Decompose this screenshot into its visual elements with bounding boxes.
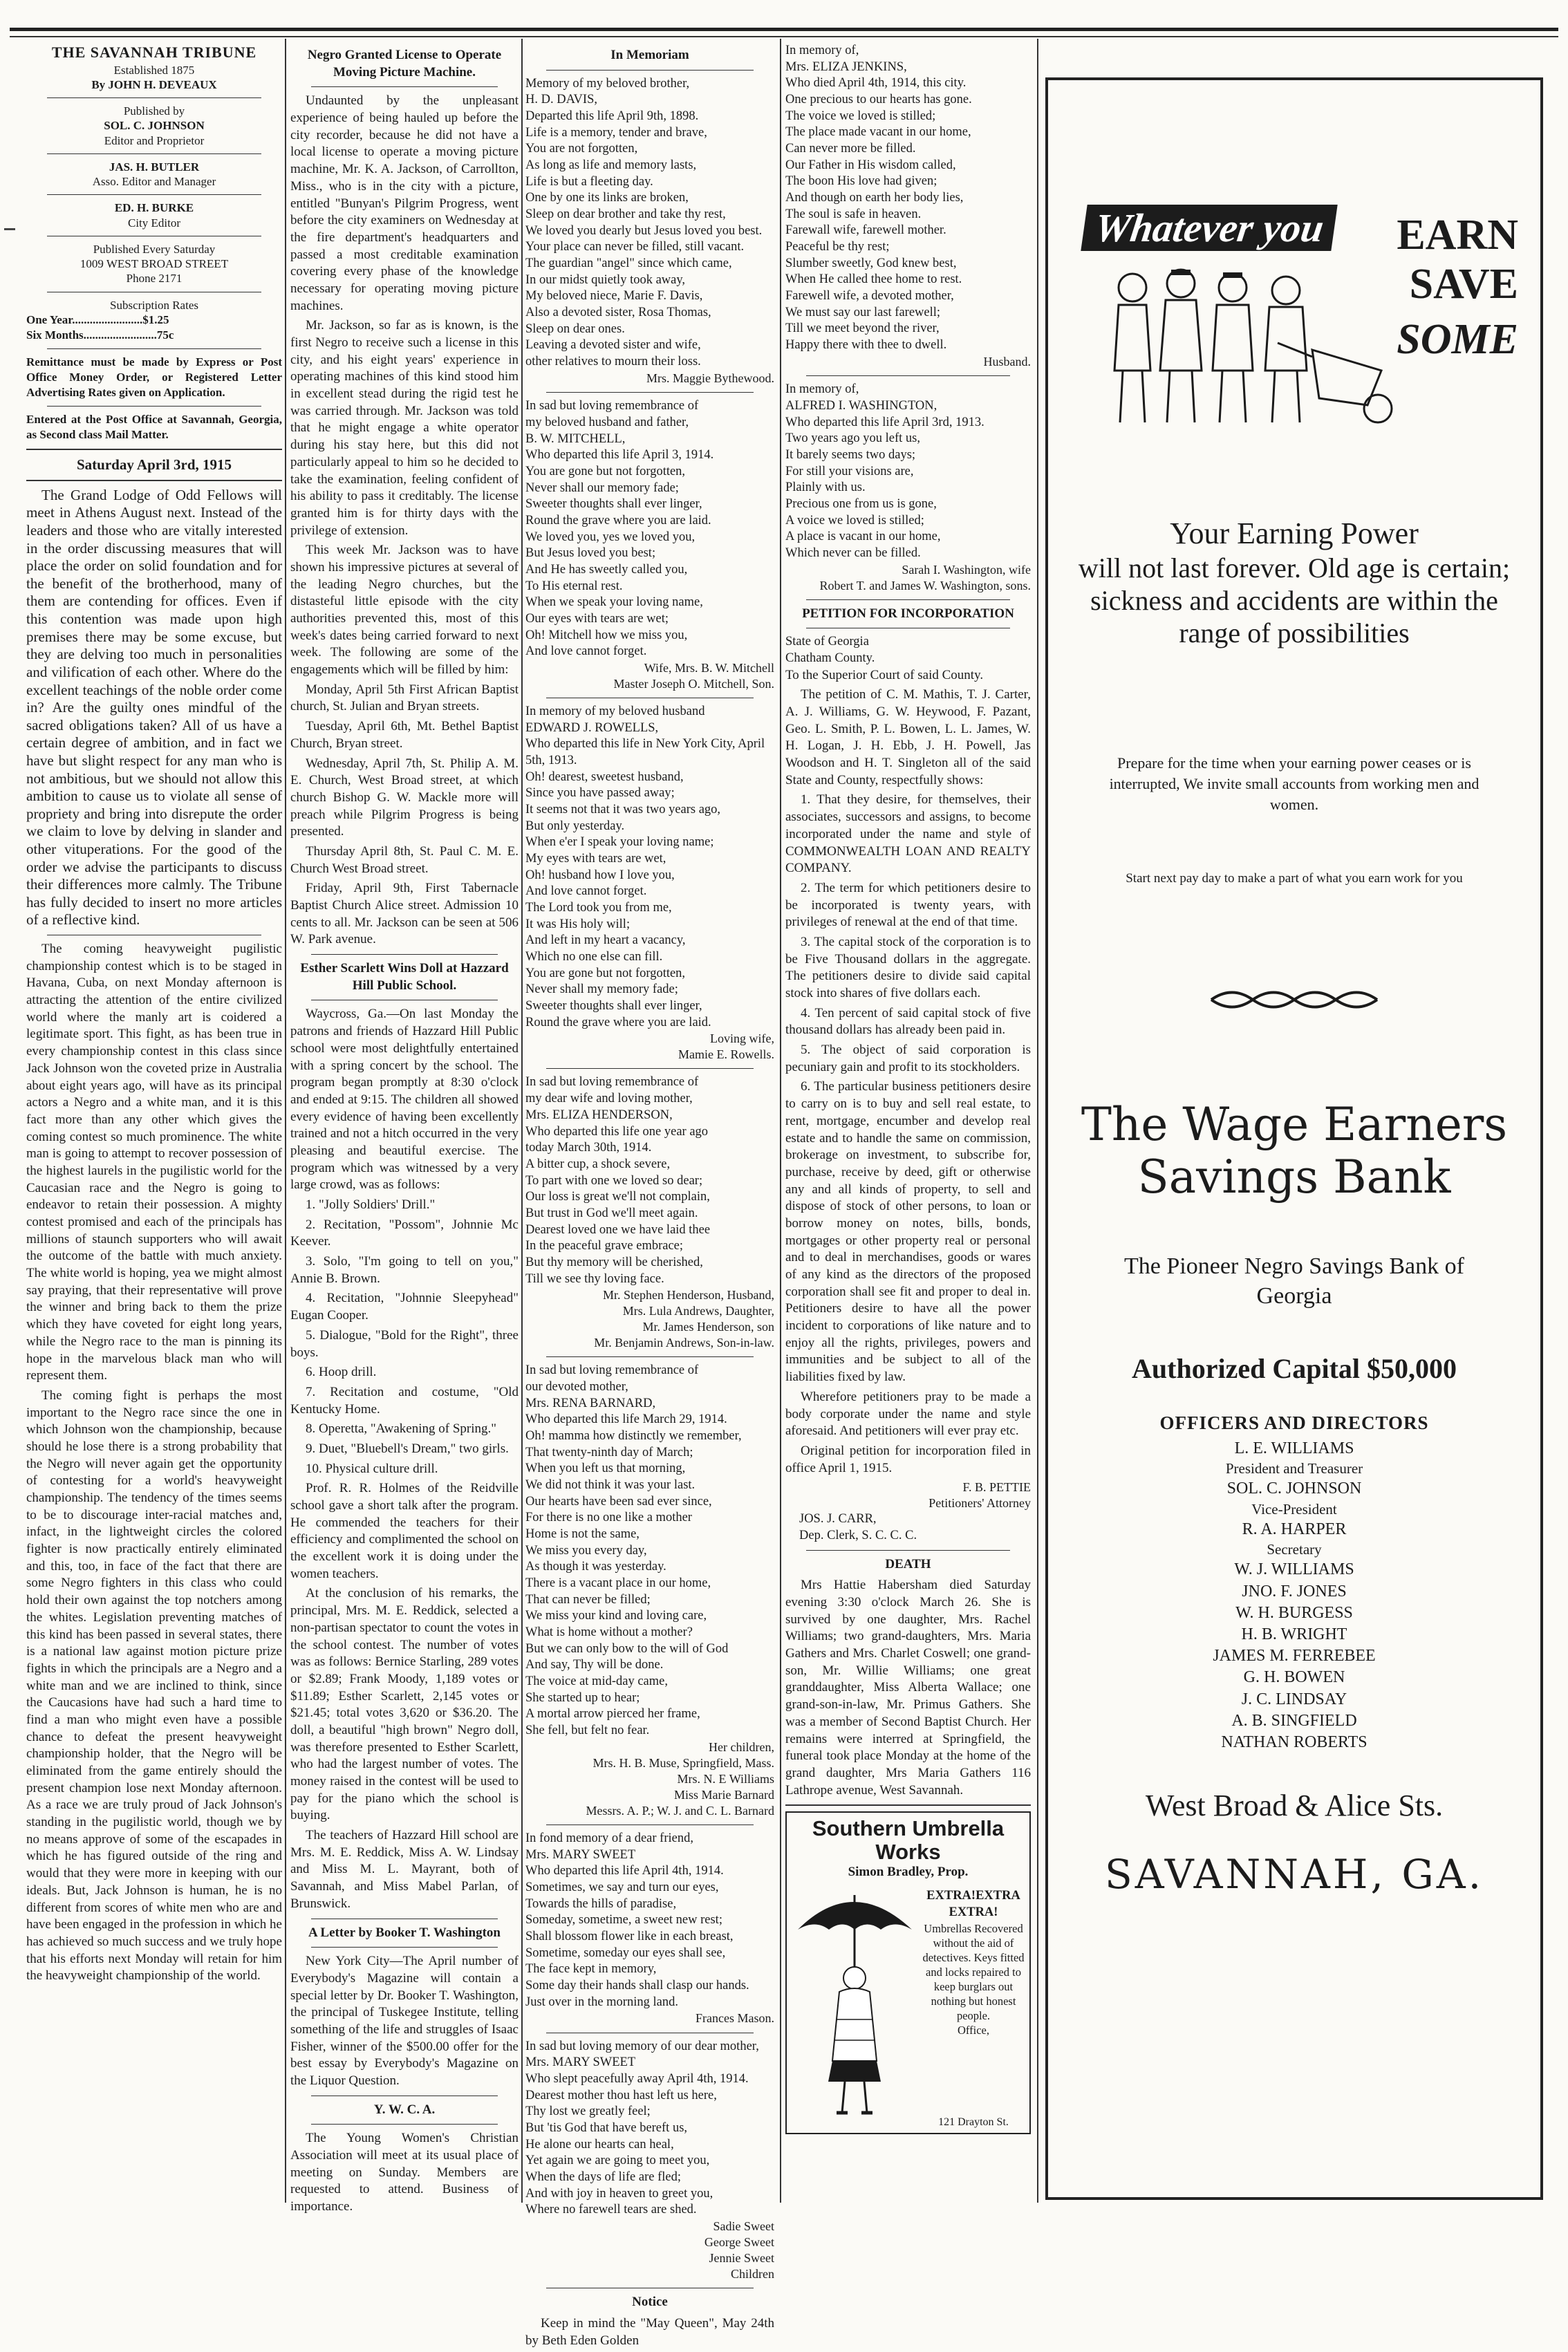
publisher: SOL. C. JOHNSON xyxy=(104,119,205,133)
umbrella-ad-text xyxy=(922,1888,1025,2037)
memorial-sweet-children-signature: Sadie Sweet George Sweet Jennie Sweet Children xyxy=(704,2219,774,2281)
ad-save: SAVE xyxy=(1409,261,1518,308)
officer-name: R. A. HARPER xyxy=(1242,1520,1347,1538)
assoc-role: Asso. Editor and Manager xyxy=(92,175,216,189)
petition-to: To the Superior Court of said County. xyxy=(785,667,984,682)
memorial-sweet-friend-signature: Frances Mason. xyxy=(696,2011,774,2026)
director-name: J. C. LINDSAY xyxy=(1241,1690,1347,1708)
memorial-washington-signature: Sarah I. Washington, wife Robert T. and James W. Washington, sons. xyxy=(819,562,1031,592)
memorial-sweet-friend: In fond memory of a dear friend, Mrs. MARY SWEET Who departed this life April 4th, 1914. Sometimes, we say and turn our eyes, Towards the hills of paradise, Someday, sometime, a sweet new rest; Shall blossom flower like in each breast, Sometime, someday our eyes shall see, The face kept in memory, Some day their hands shall clasp our hands. Just over in the morning land. xyxy=(525,1831,749,2009)
officer-role: Vice-President xyxy=(1251,1500,1337,1518)
petition-p5: 4. Ten percent of said capital stock of five thousand dollars has already been paid in. xyxy=(785,1005,1031,1038)
program-item: 1. "Jolly Soldiers' Drill." xyxy=(306,1197,436,1212)
memorial-barnard-signature: Her children, Mrs. H. B. Muse, Springfield, Mass. Mrs. N. E Williams Miss Marie Barnard Messrs. A. P.; W. J. and C. L. Barnard xyxy=(586,1739,774,1818)
notice-text: Keep in mind the "May Queen", May 24th by Beth Eden Golden xyxy=(525,2315,774,2348)
ad-earn: EARN xyxy=(1397,212,1518,259)
doll-p1: Waycross, Ga.—On last Monday the patrons and friends of Hazzard Hill Public school were most delightfully entertained with a spring concert by the school. The program began promptly at 8:30 o'clock and ended at 9:15. The children all showed every evidence of having been excellently trained and not a hitch occurred in the very pleasing and beautiful exercise. The program which was witnessed by a very large crowd, was as follows: xyxy=(290,1007,519,1193)
engagement-1: Monday, April 5th First African Baptist church, St. Julian and Bryan streets. xyxy=(290,682,519,714)
margin-mark xyxy=(4,228,15,230)
city-editor-role: City Editor xyxy=(127,216,181,230)
memorial-jenkins-signature: Husband. xyxy=(983,354,1031,368)
column-3 xyxy=(525,43,774,2352)
ad-line1: Your Earning Power xyxy=(1170,516,1419,550)
workers-illustration-icon xyxy=(1105,267,1395,426)
entry-note: Entered at the Post Office at Savannah, Georgia, as Second class Mail Matter. xyxy=(26,413,282,442)
umbrella-ad-address: 121 Drayton St. xyxy=(938,2116,1009,2129)
established: Established 1875 xyxy=(113,63,195,77)
memorial-davis-signature: Mrs. Maggie Bythewood. xyxy=(646,371,774,385)
petition-state: State of Georgia Chatham County. xyxy=(785,635,875,665)
umbrella-ad-body xyxy=(791,1881,1025,2130)
bank-capital: Authorized Capital $50,000 xyxy=(1132,1353,1457,1384)
petition-p9: Original petition for incorporation filed in office April 1, 1915. xyxy=(785,1443,1031,1475)
bank-name xyxy=(1048,1099,1540,1204)
masthead: THE SAVANNAH TRIBUNE xyxy=(51,44,257,61)
petition-p8: Wherefore petitioners pray to be made a body corporate under the name and style aforesaid. And petitioners will ever pray etc. xyxy=(785,1389,1031,1439)
memorial-sweet-children: In sad but loving memory of our dear mother, Mrs. MARY SWEET Who slept peacefully away April 4th, 1914. Dearest mother thou hast left us here, Thy lost we greatly feel; But 'tis God that have bereft us, He alone our hearts can heal, Yet again we are going to meet you, When the days of life are fled; And with joy in heaven to greet you, Where no farewell tears are shed. xyxy=(525,2039,759,2217)
doll-p2: Prof. R. R. Holmes of the Reidville school gave a short talk after the program. He commended the teachers for their efficiency and complimented the school on the excellent work it is doing under the women teachers. xyxy=(290,1481,519,1581)
program-item: 3. Solo, "I'm going to tell on you," Annie B. Brown. xyxy=(290,1254,519,1286)
director-name: NATHAN ROBERTS xyxy=(1221,1733,1368,1751)
subscription-heading: Subscription Rates xyxy=(110,298,198,312)
umbrella-ad xyxy=(785,1811,1031,2134)
program-item: 9. Duet, "Bluebell's Dream," two girls. xyxy=(306,1441,509,1456)
program-item: 6. Hoop drill. xyxy=(306,1365,377,1380)
petition-clerk: JOS. J. CARR, Dep. Clerk, S. C. C. C. xyxy=(799,1512,917,1542)
umbrella-ad-copy: Umbrellas Recovered without the aid of detectives. Keys fitted and locks repaired to keep burglars out nothing but honest people. Office, xyxy=(922,1921,1025,2037)
umbrella-ad-name: Southern Umbrella Works xyxy=(812,1816,1005,1865)
death-heading: DEATH xyxy=(885,1556,931,1571)
program-list xyxy=(290,1197,519,1477)
death-notice: Mrs Hattie Habersham died Saturday evening 3:30 o'clock March 26. She is survived by one daughter, Mrs. Rachel Williams; two grand-daughters, Mrs. Maria Gathers and Mrs. Charlet Coswell; one grand-son, Mr. Willie Williams; one great granddaughter, Miss Alberta Wallace; one grand-son-in-law, Mr. Primus Gathers. She was a member of Second Baptist Church. Her remains were interred at Springfield, the funeral took place Monday at the home of the grand daughter, Mrs Maria Gathers 116 Lathrope avenue, West Savannah. xyxy=(785,1578,1031,1798)
memorial-rowells: In memory of my beloved husband EDWARD J. ROWELLS, Who departed this life in New York City, April 5th, 1913. Oh! dearest, sweetest husband, Since you have passed away; It seems not that it was two years ago, But only yesterday. When e'er I speak your loving name; My eyes with tears are wet, Oh! husband how I love you, And love cannot forget. The Lord took you from me, It was His holy will; And left in my heart a vacancy, Which no one else can fill. You are gone but not forgotten, Never shall my memory fade; Sweeter thoughts shall ever linger, Round the grave where you are laid. xyxy=(525,704,765,1029)
headline-booker-letter: A Letter by Booker T. Washington xyxy=(308,1925,501,1940)
program-item: 2. Recitation, "Possom", Johnnie Mc Keever. xyxy=(290,1217,519,1249)
column-rule xyxy=(780,39,781,2203)
ad-line2: will not last forever. Old age is certain; sickness and accidents are within the range of possibilities xyxy=(1078,552,1511,649)
column-1 xyxy=(26,43,282,1988)
memorial-jenkins: In memory of, Mrs. ELIZA JENKINS, Who died April 4th, 1914, this city. One precious to our hearts has gone. The voice we loved is stilled; The place made vacant in our home, Can never more be filled. Our Father in His wisdom called, The boon His love had given; And though on earth her body lies, The soul is safe in heaven. Farewall wife, farewell mother. Peaceful be thy rest; Slumber sweetly, God knew best, When He called thee home to rest. Farewell wife, a devoted mother, We must say our last farewell; Till we meet beyond the river, Happy there with thee to dwell. xyxy=(785,44,972,353)
top-rule-thin xyxy=(10,36,1558,37)
petition-p3: 2. The term for which petitioners desire to be incorporated is twenty years, with privileges of renewal at the end of that time. xyxy=(785,880,1031,930)
program-item: 4. Recitation, "Johnnie Sleepyhead" Eugan Cooper. xyxy=(290,1291,519,1323)
doll-p4: The teachers of Hazzard Hill school are Mrs. M. E. Reddick, Miss A. W. Lindsay and Miss M. L. Mayrant, both of Savannah, and Miss Mabel Parlan, of Brunswick. xyxy=(290,1828,519,1911)
assoc-editor: JAS. H. BUTLER xyxy=(109,160,200,174)
city-editor: ED. H. BURKE xyxy=(114,201,194,215)
ywca-p: The Young Women's Christian Association will meet at its usual place of meeting on Sunday. Members are requested to attend. Business of importance. xyxy=(290,2131,519,2214)
memorial-henderson-signature: Mr. Stephen Henderson, Husband, Mrs. Lula Andrews, Daughter, Mr. James Henderson, son Mr. Benjamin Andrews, Son-in-law. xyxy=(594,1288,774,1350)
memorial-mitchell-signature: Wife, Mrs. B. W. Mitchell Master Joseph O. Mitchell, Son. xyxy=(613,660,774,691)
doll-p3: At the conclusion of his remarks, the principal, Mrs. M. E. Reddick, selected a non-partisan spectator to count the votes in the school contest. The number of votes was as follows: Bernice Starling, 289 votes or $2.89; Frank Moody, 1,189 votes or $11.89; Esther Scarlett, 2,145 votes or $21.45; total votes 3,620 or $36.20. The doll, a beautiful "high brown" Negro doll, was therefore presented to Esther Scarlett, who had the largest number of votes. The money raised in the contest will be used to pay for the piano which the school is buying. xyxy=(290,1586,519,1823)
memorial-rowells-signature: Loving wife, Mamie E. Rowells. xyxy=(678,1032,774,1062)
headline-ywca: Y. W. C. A. xyxy=(373,2102,436,2117)
issue-date: Saturday April 3rd, 1915 xyxy=(76,456,232,473)
bank-city: SAVANNAH, GA. xyxy=(1104,1851,1484,1898)
program-item: 8. Operetta, "Awakening of Spring." xyxy=(306,1421,497,1437)
editorial: The Grand Lodge of Odd Fellows will meet in Athens August next. Instead of the leaders and those who are vitally interested in the order discussing measures that will place the order on solid foundation and for the benefit of the brotherhood, many of them are contending for offices. Even if this contention was made upon high premises there may be some excuse, but they are delving too much in personalities and vilification of each other. Where do the excellent teachings of the noble order come in? Are the guilty ones mindful of the sacred obligations taken? All of us have a certain degree of ambition, and in fact we have but slight respect for any man who is not ambitious, but we should not allow this ambition to cause us to violate all sense of propriety and bring into disrepute the order we claim to love by delving in slander and other vituperations. For the good of the order we advise the participants to discuss their differences more calmly. The Tribune has fully decided to insert no more articles of a reflective kind. xyxy=(26,486,282,928)
engagement-5: Friday, April 9th, First Tabernacle Baptist Church Alice street. Admission 10 cents to all. Mr. Jackson can be seen at 506 W. Park avenue. xyxy=(290,881,519,947)
movie-p2: Mr. Jackson, so far as is known, is the first Negro to receive such a license in this city, and his eight years' experience in operating machines of this kind stood him in excellent stead during the rigid test he was carried through. Mr. Jackson was told that he might engage a white operator during his stay here, but this did not particularly appeal to him so he decided to take the examination, feeling confident of his ability to pass it creditably. The license granted him is for thirty days with the privilege of extension. xyxy=(290,318,519,538)
phone: Phone 2171 xyxy=(126,272,183,286)
director-name: W. H. BURGESS xyxy=(1235,1603,1353,1622)
umbrella-ad-extra: EXTRA!EXTRA EXTRA! xyxy=(926,1889,1020,1919)
ornament-icon xyxy=(1204,984,1384,1016)
notice-heading: Notice xyxy=(632,2295,668,2310)
memorial-barnard: In sad but loving remembrance of our devoted mother, Mrs. RENA BARNARD, Who departed this life March 29, 1914. Oh! mamma how distinctly we remember, That twenty-ninth day of March; When you left us that morning, We did not think it was your last. Our hearts have been sad ever since, For there is no one like a mother Home is not the same, We miss you every day, As though it was yesterday. There is a vacant place in our home, That can never be filled; We miss your kind and loving care, What is home without a mother? But we can only bow to the will of God And say, Thy will be done. The voice at mid-day came, She started up to hear; A mortal arrow pierced her frame, She fell, but felt no fear. xyxy=(525,1363,742,1738)
engagement-2: Tuesday, April 6th, Mt. Bethel Baptist Church, Bryan street. xyxy=(290,719,519,751)
column-rule xyxy=(1037,39,1038,2203)
column-rule xyxy=(521,39,523,2203)
memorial-davis: Memory of my beloved brother, H. D. DAVIS, Departed this life April 9th, 1898. Life is a memory, tender and brave, You are not forgotten, As long as life and memory lasts, Life is but a fleeting day. One by one its links are broken, Sleep on dear brother and take thy rest, We loved you dearly but Jesus loved you best. Your place can never be filled, still vacant. The guardian "angel" since which came, In our midst quietly took away, My beloved niece, Marie F. Davis, Also a devoted sister, Rosa Thomas, Sleep on dear ones. Leaving a devoted sister and wife, other relatives to mourn their loss. xyxy=(525,76,763,369)
remittance-note: Remittance must be made by Express or Post Office Money Order, or Registered Letter Advertising Rates given on Application. xyxy=(26,355,282,400)
officer-name: SOL. C. JOHNSON xyxy=(1226,1480,1362,1498)
memorial-washington: In memory of, ALFRED I. WASHINGTON, Who departed this life April 3rd, 1913. Two years ago you left us, It barely seems two days; For still your visions are, Plainly with us. Precious one from us is gone, A voice we loved is stilled; A place is vacant in our home, Which never can be filled. xyxy=(785,382,984,560)
umbrella-ad-proprietor: Simon Bradley, Prop. xyxy=(848,1865,969,1880)
bank-street: West Broad & Alice Sts. xyxy=(1145,1789,1444,1823)
bank-name-line1: The Wage Earners xyxy=(1081,1098,1508,1152)
director-name: JNO. F. JONES xyxy=(1242,1582,1347,1600)
schedule: Published Every Saturday xyxy=(93,242,216,256)
headline-movie-license: Negro Granted License to Operate Moving Picture Machine. xyxy=(307,48,502,80)
director-name: A. B. SINGFIELD xyxy=(1231,1711,1357,1730)
in-memoriam-heading: In Memoriam xyxy=(610,48,689,62)
memorial-mitchell: In sad but loving remembrance of my beloved husband and father, B. W. MITCHELL, Who departed this life April 3, 1914. You are gone but not forgotten, Never shall our memory fade; Sweeter thoughts shall ever linger, Round the grave where you are laid. We loved you, yes we loved you, But Jesus loved you best; And He has sweetly called you, To His eternal rest. When we speak your loving name, Our eyes with tears are wet; Oh! Mitchell how we miss you, And love cannot forget. xyxy=(525,399,714,659)
engagement-3: Wednesday, April 7th, St. Philip A. M. E. Church, West Broad street, at which church Bishop G. W. Mackle more will preach while Pilgrim Progress is being presented. xyxy=(290,756,519,839)
subscription-year: One Year........................$1.25 xyxy=(26,312,169,326)
ad-earning-power xyxy=(1048,516,1540,649)
column-rule xyxy=(285,39,286,2203)
petition-p1: The petition of C. M. Mathis, T. J. Carter, A. J. Williams, G. W. Heywood, F. Pazant, Geo. L. Smith, P. L. Bowen, L. L. James, W. H. Logan, J. H. Ebb, J. H. Powell, Jas Woodson and H. T. Singleton all of the said State and County, respectfully shows: xyxy=(785,687,1031,787)
petition-p6: 5. The object of said corporation is pecuniary gain and profit to its stockholders. xyxy=(785,1043,1031,1074)
petition-p7: 6. The particular business petitioners desire to carry on is to buy and sell real estate, to rent, mortgage, encumber and develop real estate and to handle the same on commission, brokerage on investment, to subscribe for, purchase, receive by deed, gift or otherwise any and all kinds of property, to sell and dispose of stock of other persons, to loan or borrow money on notes, bills, bonds, mortgages or other property real or personal and to deal in merchandises, goods or wares of any kind as the directors of the proposed corporation shall see fit and proper to deal in. Petitioners desire to have all the power incident to corporations of like nature and to enjoy all the rights, privileges, powers and immunities and be subject to all of the liabilities fixed by law. xyxy=(785,1079,1031,1385)
top-rule xyxy=(10,28,1558,31)
ad-whatever-you: Whatever you xyxy=(1081,205,1338,251)
director-name: JAMES M. FERREBEE xyxy=(1213,1647,1376,1665)
petition-p2: 1. That they desire, for themselves, their associates, successors and assigns, to become incorporated under the name and style of COMMONWEALTH LOAN AND REALTY COMPANY. xyxy=(785,792,1031,876)
memorial-henderson: In sad but loving remembrance of my dear wife and loving mother, Mrs. ELIZA HENDERSON, Who departed this life one year ago today March 30th, 1914. A bitter cup, a shock severe, To part with one we loved so dear; Our loss is great we'll not complain, But trust in God we'll meet again. Dearest loved one we have laid thee In the peaceful grave embrace; But thy memory will be cherished, Till we see thy loving face. xyxy=(525,1075,711,1286)
headline-doll-contest: Esther Scarlett Wins Doll at Hazzard Hill Public School. xyxy=(300,961,509,993)
column-2 xyxy=(290,43,519,2219)
subscription-six-months: Six Months.........................75c xyxy=(26,328,174,342)
ad-illustration xyxy=(1063,129,1525,440)
petition-p4: 3. The capital stock of the corporation is to be Five Thousand dollars in the aggregate. The petitioners desire to divide said capital stock into shares of five dollars each. xyxy=(785,934,1031,1001)
column-4 xyxy=(785,43,1031,2134)
director-name: H. B. WRIGHT xyxy=(1241,1625,1347,1644)
movie-p1: Undaunted by the unpleasant experience of being hauled up before the city recorder, because he did not have a local license to operate a moving picture machine, Mr. K. A. Jackson, of Carrollton, Miss., who is in the city with a picture, entitled "Bunyan's Pilgrim Progress, went before the city examiners on Wednesday at the fire department's headquarters and passed a most creditable examination covering every phase of the knowledge necessary for operating moving picture machines. xyxy=(290,93,519,313)
published-by: Published by xyxy=(123,104,185,118)
boxing-article-p1: The coming heavyweight pugilistic championship contest which is to be staged in Havana, Cuba, on next Monday afternoon is attracting the attention of the entire civilized world where the manly art is coidered a legitimate sport. This fight, as has been true in every championship contest in this class since Jack Johnson won the coveted prize in Australia about eight years ago, will have as its principal actors a Negro and a white man, and it is this fact more than any other which gives the coming contest so much prominence. The white man is going to attempt to recover possession of the highest laurels in the pugilistic world for the Caucasian race and the Negro is going to endeavor to retain their possession. A mighty contest promised and each of the principals has millions of staunch supporters who will await the outcome of the battle with much anxiety. The white world is hoping, yea we might almost say praying, that their representative will prove the winner and bring back to them the prize which they have coveted for eight long years, while the Negro race to the man is pinning its hope in the marvelous black man who will represent them. xyxy=(26,942,282,1383)
movie-p3: This week Mr. Jackson was to have shown his impressive pictures at several of the leading Negro churches, but the distasteful little episode with the city authorities prevented this, most of this week's dates being carried forward to next week. The following are some of the engagements which will be filled by him: xyxy=(290,543,519,678)
officer-role: President and Treasurer xyxy=(1225,1460,1363,1477)
founder: By JOHN H. DEVEAUX xyxy=(91,77,217,91)
bank-advertisement xyxy=(1045,77,1543,2200)
program-item: 10. Physical culture drill. xyxy=(306,1461,438,1476)
publisher-role: Editor and Proprietor xyxy=(104,133,205,147)
program-item: 7. Recitation and costume, "Old Kentucky Home. xyxy=(290,1384,519,1417)
boxing-article-p2: The coming fight is perhaps the most important to the Negro race since the one in which Johnson won the championship, because should he lose there is a strong probability that the Negro will never again get the opportunity of contesting for a world's heavyweight championship. The tendency of the times seems to be to discourage inter-racial matches and, infact, in the lightweight circles the colored fighter is now practically entirely eliminated and this, too, in face of the fact that there are some Negro fighters in this class who could hold their own against the top notchers among the whites. Legislation preventing matches of this kind has been passed in several states, there is a national law against motion picture prize fights in which the principals are a Negro and a white man and we are inclined to think, since the Caucasions have had such a hard time to find a man who might even have a possible chance to defeat the present heavyweight championship holder, that the Negro will be eliminated from the game entirely should the present champion lose next Monday afternoon. As a race we are truly proud of Jack Johnson's standing in the pugilistic world, though we by no means approve of some of the escapades in which he has figured outside of the ring and would that they were more in keeping with our ideals. But, Jack Johnson is human, he is no different from scores of white men who are and have been engaged in the profession in which he has achieved so much success and we truly hope that his efforts next Monday will retain for him the heavyweight championship of the world. xyxy=(26,1388,282,1984)
ad-some: SOME xyxy=(1397,316,1518,363)
umbrella-illustration-icon xyxy=(791,1881,915,2123)
engagement-4: Thursday April 8th, St. Paul C. M. E. Church West Broad street. xyxy=(290,843,519,876)
ad-start: Start next pay day to make a part of what you earn work for you xyxy=(1126,870,1463,886)
director-name: G. H. BOWEN xyxy=(1243,1668,1345,1687)
petition-heading: PETITION FOR INCORPORATION xyxy=(802,606,1014,621)
director-name: W. J. WILLIAMS xyxy=(1234,1560,1354,1579)
program-item: 5. Dialogue, "Bold for the Right", three boys. xyxy=(290,1327,519,1360)
petition-attorney: F. B. PETTIE Petitioners' Attorney xyxy=(928,1480,1031,1511)
address: 1009 WEST BROAD STREET xyxy=(80,257,229,271)
letter-p: New York City—The April number of Everybody's Magazine will contain a special letter by Dr. Booker T. Washington, the principal of Tuskegee Institute, telling something of the life and struggles of Isaac Fisher, winner of the $500.00 offer for the best essay by Everybody's Magazine on the Liquor Question. xyxy=(290,1954,519,2088)
officer-name: L. E. WILLIAMS xyxy=(1234,1439,1354,1457)
officer-role: Secretary xyxy=(1267,1541,1322,1558)
officers-list xyxy=(1048,1438,1540,1753)
bank-tagline: The Pioneer Negro Savings Bank of Georgia xyxy=(1124,1253,1464,1309)
officers-heading: OFFICERS AND DIRECTORS xyxy=(1159,1412,1429,1433)
ad-prepare: Prepare for the time when your earning power ceases or is interrupted, We invite small accounts from working men and women. xyxy=(1109,754,1480,813)
bank-name-line2: Savings Bank xyxy=(1137,1150,1451,1204)
